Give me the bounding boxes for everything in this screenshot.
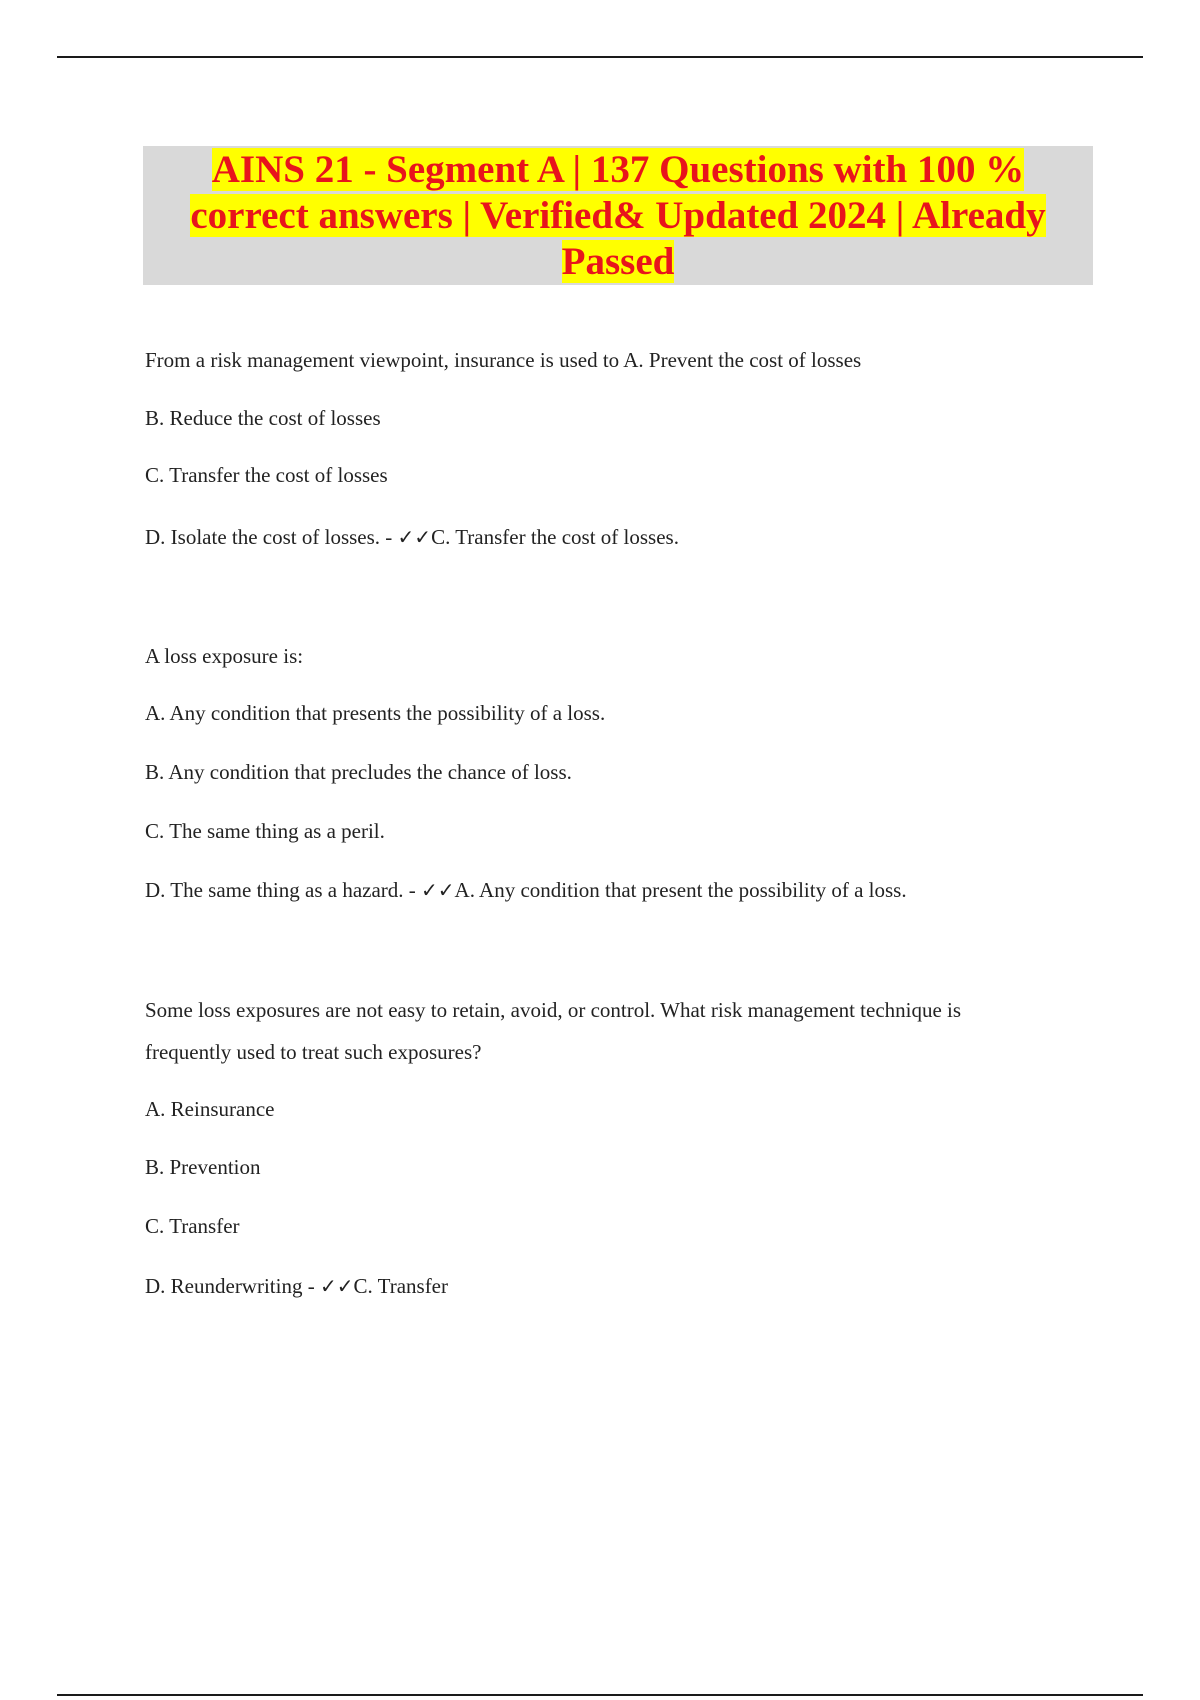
top-rule [57, 56, 1143, 58]
question-2-option-d-text: D. The same thing as a hazard. - [145, 878, 422, 902]
question-2-answer: A. Any condition that present the possibility of a loss. [454, 878, 907, 902]
checkmark-icon: ✓✓ [421, 878, 455, 902]
checkmark-icon: ✓✓ [397, 525, 432, 549]
question-3-option-d [145, 1273, 448, 1299]
question-1-option-c: C. Transfer the cost of losses [145, 463, 388, 487]
question-3-option-d-text: D. Reunderwriting - [145, 1274, 320, 1298]
question-1-option-d-text: D. Isolate the cost of losses. - [145, 525, 398, 549]
checkmark-icon: ✓✓ [319, 1274, 354, 1298]
question-3-option-b: B. Prevention [145, 1155, 261, 1179]
question-2-stem: A loss exposure is: [145, 644, 304, 668]
question-1-answer: C. Transfer the cost of losses. [431, 525, 679, 549]
bottom-rule [57, 1694, 1143, 1696]
question-2-option-b: B. Any condition that precludes the chance of loss. [145, 760, 572, 784]
title-banner [143, 146, 1093, 285]
question-2-option-d [145, 877, 907, 903]
question-2-option-c: C. The same thing as a peril. [145, 819, 385, 843]
question-3-option-c: C. Transfer [145, 1214, 240, 1238]
question-3-stem-line-2: frequently used to treat such exposures? [145, 1040, 482, 1064]
question-3-answer: C. Transfer [353, 1274, 448, 1298]
question-2-option-a: A. Any condition that presents the possibility of a loss. [145, 701, 606, 725]
document-title: AINS 21 - Segment A | 137 Questions with 100 % correct answers | Verified& Updated 2024 | Already Passed [190, 147, 1046, 283]
question-3-stem-line-1: Some loss exposures are not easy to retain, avoid, or control. What risk management technique is [145, 998, 962, 1022]
question-1-stem: From a risk management viewpoint, insurance is used to A. Prevent the cost of losses [145, 348, 862, 372]
question-3-option-a: A. Reinsurance [145, 1097, 275, 1121]
question-1-option-b: B. Reduce the cost of losses [145, 406, 381, 430]
question-1-option-d [145, 524, 679, 550]
